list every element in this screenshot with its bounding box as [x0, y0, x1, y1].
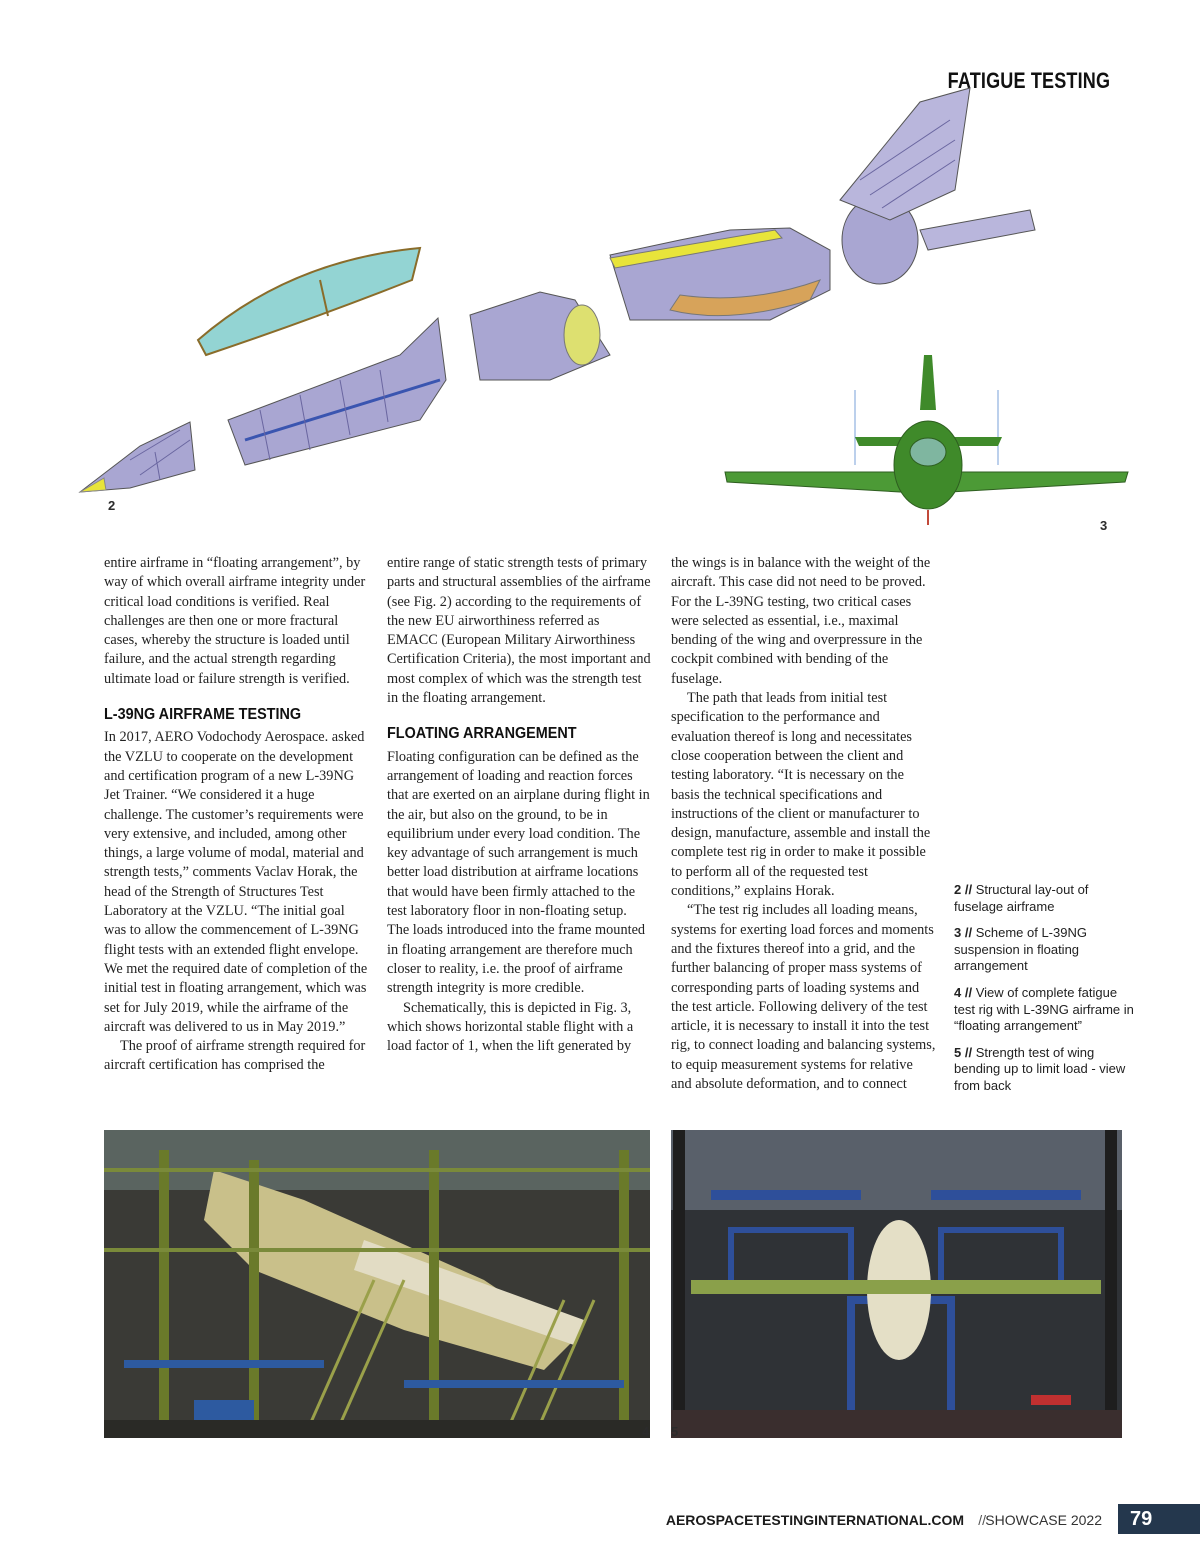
- paragraph: In 2017, AERO Vodochody Aerospace. asked the VZLU to cooperate on the development and certification program of a new L-39NG Jet Trainer. “We considered it a huge challenge. The customer’s requirements were very extensive, and included, among other things, a large volume of modal, material and strength tests,” comments Vaclav Horak, the head of the Strength of Structures Test Laboratory at the VZLU. “The initial goal was to allow the commencement of L-39NG flight tests with an extended flight envelope. We met the required date of completion of the initial test in floating arrangement, which was set for July 2019, while the airframe of the aircraft was delivered to us in May 2019.”: [104, 729, 368, 1035]
- page-number: 79: [1118, 1504, 1200, 1534]
- text-column-1: [104, 554, 368, 1076]
- text-column-2: [387, 554, 652, 1056]
- forward-fuselage: [228, 318, 446, 465]
- figure-2-3-area: [70, 80, 1150, 540]
- caption-fig-3: 3 // Scheme of L-39NG suspension in floating arrangement: [954, 925, 1087, 974]
- nose-section: [80, 422, 195, 492]
- photo-fatigue-test-rig: [104, 1130, 650, 1438]
- figure-3-number: 3: [1100, 518, 1108, 533]
- section-tag: FATIGUE TESTING: [947, 68, 1110, 93]
- rear-fuselage-tail: [840, 88, 1035, 284]
- paragraph: Floating configuration can be defined as the arrangement of loading and reaction forces that are exerted on an airplane during flight in the air, but also on the ground, to be in equilibrium under every load condition. The key advantage of such arrangement is much better load distribution at airframe locations that would have been firmly attached to the test laboratory floor in non-floating setup. The loads introduced into the frame mounted in floating arrangement are therefore much closer to reality, i.e. the proof of airframe strength integrity is more credible.: [387, 748, 650, 997]
- text-column-3: [671, 554, 936, 1094]
- paragraph: Schematically, this is depicted in Fig. 3, which shows horizontal stable flight with a load factor of 1, when the lift generated by: [387, 999, 634, 1055]
- paragraph: entire airframe in “floating arrangement”, by way of which overall airframe integrity under critical load conditions is verified. Real challenges are then one or more fractural cases, whereby the structure is loaded until failure, and the actual strength regarding ultimate load or failure strength is verified.: [104, 555, 366, 687]
- aircraft-scheme: [725, 355, 1128, 525]
- aft-center-section: [610, 228, 830, 320]
- paragraph: The path that leads from initial test specification to the performance and evaluation thereof is long and necessitates close cooperation between the client and testing laboratory. “It is necessary on the basis the technical specifications and instructions of the client or manufacturer to design, manufacture, assemble and install the complete test rig in order to make it possible to perform all of the requested test conditions,” explains Horak.: [671, 690, 931, 900]
- fuselage-layout-illustration: [70, 80, 1150, 540]
- paragraph: the wings is in balance with the weight of the aircraft. This case did not need to be proved. For the L-39NG testing, two critical cases were selected as essential, i.e., maximal bending of the wing and overpressure in the cockpit combined with bending of the fuselage.: [671, 555, 931, 687]
- paragraph: “The test rig includes all loading means, systems for exerting load forces and moments and the fixtures thereof into a grid, and the further balancing of proper mass systems of corresponding parts of loading systems and the test article. Following delivery of the test article, it is necessary to install it into the test rig, to connect loading and balancing systems, to equip measurement systems for relative and absolute deformation, and to connect: [671, 902, 936, 1093]
- figure-4-number: 4: [642, 1424, 650, 1439]
- canopy: [198, 248, 420, 355]
- figure-captions: [954, 882, 1134, 1105]
- caption-fig-5: 5 // Strength test of wing bending up to limit load - view from back: [954, 1044, 1126, 1093]
- caption-fig-4: 4 // View of complete fatigue test rig with L-39NG airframe in “floating arrangement”: [954, 984, 1134, 1034]
- website-url: AEROSPACETESTINGINTERNATIONAL.COM: [665, 1512, 964, 1528]
- page-footer: [0, 1504, 1200, 1538]
- caption-fig-2: 2 // Structural lay-out of fuselage airframe: [954, 882, 1089, 914]
- heading-floating-arrangement: FLOATING ARRANGEMENT: [387, 725, 577, 743]
- figure-5-number: 5: [671, 1424, 679, 1439]
- footer-separator: //: [978, 1512, 986, 1528]
- figure-2-number: 2: [108, 498, 116, 513]
- center-section: [470, 292, 610, 380]
- photo-wing-bending-test: [671, 1130, 1122, 1438]
- issue-label: SHOWCASE 2022: [985, 1512, 1102, 1528]
- paragraph: The proof of airframe strength required for aircraft certification has comprised the: [104, 1038, 366, 1074]
- paragraph: entire range of static strength tests of primary parts and structural assemblies of the airframe (see Fig. 2) according to the requirements of the new EU airworthiness referred as EMACC (European Military Airworthiness Certification Criteria), the most important and most complex of which was the strength test in the floating arrangement.: [387, 555, 651, 707]
- heading-l39ng-airframe-testing: L-39NG AIRFRAME TESTING: [104, 706, 302, 724]
